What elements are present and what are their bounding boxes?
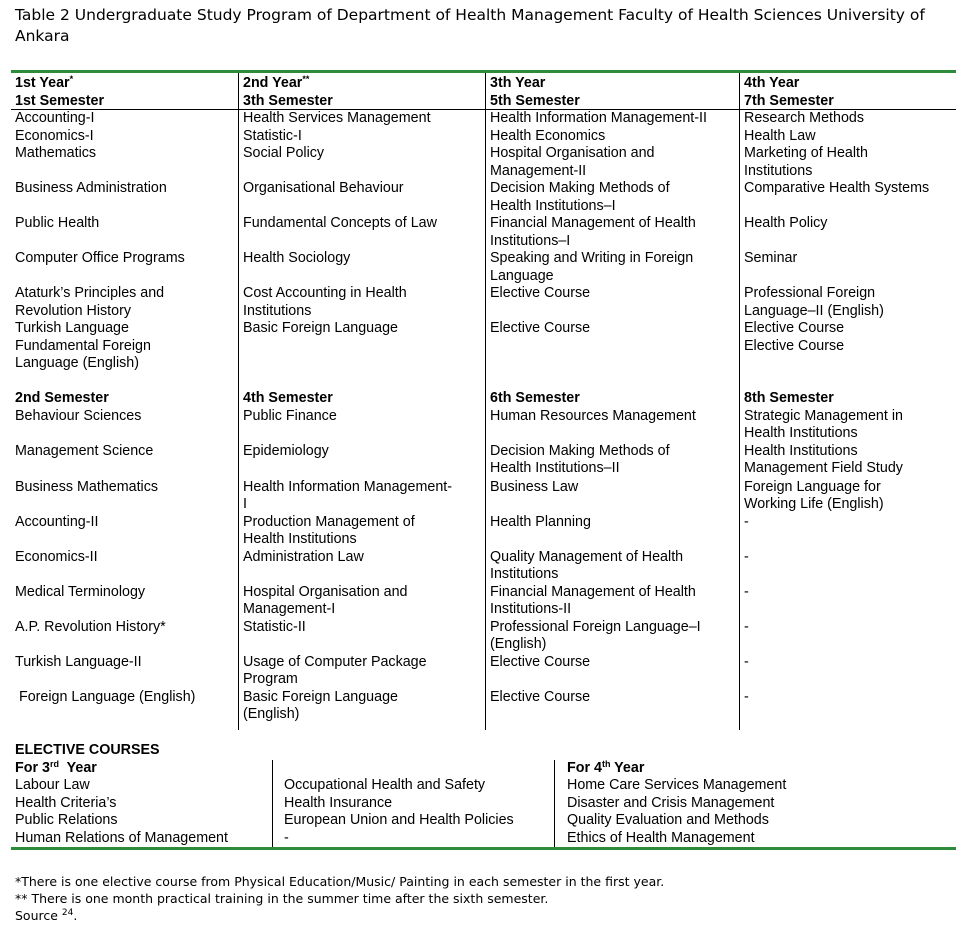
table-cell: Health Information Management-II Health Economics xyxy=(486,110,740,145)
table-row xyxy=(11,584,956,619)
spring-semester-header-row xyxy=(11,390,956,408)
table-cell: Hospital Organisation and Management-II xyxy=(486,145,740,180)
elective-item: Public Relations xyxy=(15,812,118,828)
table-cell: Business Law xyxy=(486,479,740,514)
table-cell: - xyxy=(744,653,749,670)
footnote-2: ** There is one month practical training in the summer time after the sixth semester. xyxy=(15,891,549,906)
elective-item: Quality Evaluation and Methods xyxy=(567,812,769,828)
table-cell: Health Policy xyxy=(744,215,828,231)
source-note: Source $^{24}$. xyxy=(15,908,78,923)
table-cell: Basic Foreign Language (English) xyxy=(239,689,486,730)
table-cell: Economics-II xyxy=(11,549,239,584)
year-header-row xyxy=(11,73,956,110)
table-row xyxy=(11,180,956,215)
elective-item: Human Relations of Management xyxy=(15,829,228,846)
table-cell: Human Resources Management xyxy=(486,408,740,443)
elective-item: Occupational Health and Safety xyxy=(284,777,486,793)
table-cell: Health Sociology xyxy=(239,250,486,285)
table-cell: A.P. Revolution History* xyxy=(11,619,239,654)
elective-item: - xyxy=(284,829,289,846)
table-row xyxy=(11,619,956,654)
table-cell: Elective Course xyxy=(486,654,740,689)
study-program-table xyxy=(11,70,956,730)
table-row xyxy=(11,443,956,479)
table-cell: Health Services Management Statistic-I xyxy=(239,110,486,145)
table-cell: Foreign Language for Working Life (English) xyxy=(744,478,884,512)
table-cell: Cost Accounting in Health Institutions xyxy=(239,285,486,320)
table-cell: Elective Course xyxy=(486,320,740,390)
table-cell: Fundamental Concepts of Law xyxy=(239,215,486,250)
elective-courses-section xyxy=(11,742,956,850)
table-cell: Turkish Language Fundamental Foreign Language (English) xyxy=(11,320,239,390)
table-cell: Decision Making Methods of Health Institutions–II xyxy=(486,443,740,479)
semester-8-label: 8th Semester xyxy=(744,390,834,406)
elective-item: European Union and Health Policies xyxy=(284,812,514,828)
table-cell: Elective Course xyxy=(486,689,740,730)
table-cell: Business Mathematics xyxy=(11,479,239,514)
for-4th-year-label: For 4th Year xyxy=(567,758,645,776)
table-cell: Marketing of Health Institutions xyxy=(744,145,868,179)
table-cell: - xyxy=(744,618,749,635)
elective-item: Health Criteria’s xyxy=(15,794,117,811)
table-cell: Professional Foreign Language–II (English) xyxy=(744,285,884,319)
table-cell: - xyxy=(744,513,749,530)
elective-grid xyxy=(11,760,956,851)
table-cell: Hospital Organisation and Management-I xyxy=(239,584,486,619)
table-row xyxy=(11,285,956,320)
table-cell: Financial Management of Health Institutions–I xyxy=(486,215,740,250)
table-cell: Management Science xyxy=(11,443,239,479)
elective-item: Home Care Services Management xyxy=(567,777,787,793)
table-cell: Production Management of Health Institutions xyxy=(239,514,486,549)
table-cell: Foreign Language (English) xyxy=(11,689,239,730)
table-row xyxy=(11,408,956,443)
table-cell: Decision Making Methods of Health Institutions–I xyxy=(486,180,740,215)
table-row xyxy=(11,320,956,390)
table-cell: - xyxy=(744,688,749,705)
table-row xyxy=(11,145,956,180)
table-cell: Strategic Management in Health Institutions xyxy=(744,407,903,441)
table-cell: Research Methods Health Law xyxy=(744,110,864,144)
table-cell: Organisational Behaviour xyxy=(239,180,486,215)
table-cell: Public Health xyxy=(11,215,239,250)
table-cell: Elective Course xyxy=(486,285,740,320)
table-cell: Business Administration xyxy=(11,180,239,215)
semester-2-label: 2nd Semester xyxy=(11,390,239,408)
table-row xyxy=(11,654,956,689)
elective-item: Health Insurance xyxy=(284,794,393,811)
table-row xyxy=(11,250,956,285)
year-header-2: 2nd Year** 3th Semester xyxy=(239,73,486,109)
table-cell: Medical Terminology xyxy=(11,584,239,619)
table-cell: Social Policy xyxy=(239,145,486,180)
table-cell: Mathematics xyxy=(11,145,239,180)
table-row xyxy=(11,479,956,514)
table-footnotes xyxy=(15,873,664,924)
table-cell: Financial Management of Health Institutions-II xyxy=(486,584,740,619)
elective-item: Labour Law xyxy=(15,777,90,793)
table-cell: Seminar xyxy=(744,250,798,266)
table-cell: Accounting-I Economics-I xyxy=(11,110,239,145)
table-cell: Computer Office Programs xyxy=(11,250,239,285)
table-cell: Administration Law xyxy=(239,549,486,584)
table-cell: Health Institutions Management Field Study xyxy=(744,442,903,476)
table-cell: - xyxy=(744,548,749,565)
elective-title: ELECTIVE COURSES xyxy=(15,742,160,758)
table-cell: Usage of Computer Package Program xyxy=(239,654,486,689)
fall-semesters-block xyxy=(11,110,956,390)
table-cell: Public Finance xyxy=(239,408,486,443)
table-row xyxy=(11,110,956,145)
semester-4-label: 4th Semester xyxy=(239,390,486,408)
table-row xyxy=(11,514,956,549)
table-cell: Behaviour Sciences xyxy=(11,408,239,443)
table-cell: Accounting-II xyxy=(11,514,239,549)
elective-col-2 xyxy=(273,760,555,848)
table-row xyxy=(11,689,956,730)
table-cell: Statistic-II xyxy=(239,619,486,654)
for-3rd-year-label: For 3rd Year xyxy=(15,758,97,776)
table-cell: Quality Management of Health Institutions xyxy=(486,549,740,584)
table-title: Table 2 Undergraduate Study Program of Department of Health Management Faculty of Health Sciences University of Ankara xyxy=(15,6,925,45)
elective-col-3 xyxy=(555,760,956,848)
table-cell: Elective Course Elective Course xyxy=(744,320,845,354)
table-cell: Health Information Management- I xyxy=(239,479,486,514)
table-cell: Ataturk’s Principles and Revolution History xyxy=(11,285,239,320)
table-cell: Comparative Health Systems xyxy=(744,180,930,196)
elective-col-1 xyxy=(11,760,273,848)
elective-item: Ethics of Health Management xyxy=(567,829,755,846)
table-cell: Professional Foreign Language–I (English) xyxy=(486,619,740,654)
year-header-1: 1st Year* 1st Semester xyxy=(11,73,239,109)
table-cell: Epidemiology xyxy=(239,443,486,479)
spring-semesters-block xyxy=(11,408,956,730)
table-row xyxy=(11,549,956,584)
year-header-4: 4th Year 7th Semester xyxy=(744,75,834,109)
table-cell: Health Planning xyxy=(486,514,740,549)
table-row xyxy=(11,215,956,250)
elective-item: Disaster and Crisis Management xyxy=(567,794,775,811)
table-cell: Basic Foreign Language xyxy=(239,320,486,390)
footnote-1: *There is one elective course from Physical Education/Music/ Painting in each semester in the first year. xyxy=(15,874,665,889)
table-cell: - xyxy=(744,583,749,600)
table-cell: Speaking and Writing in Foreign Language xyxy=(486,250,740,285)
semester-6-label: 6th Semester xyxy=(486,390,740,408)
table-cell: Turkish Language-II xyxy=(11,654,239,689)
year-header-3: 3th Year 5th Semester xyxy=(486,73,740,109)
